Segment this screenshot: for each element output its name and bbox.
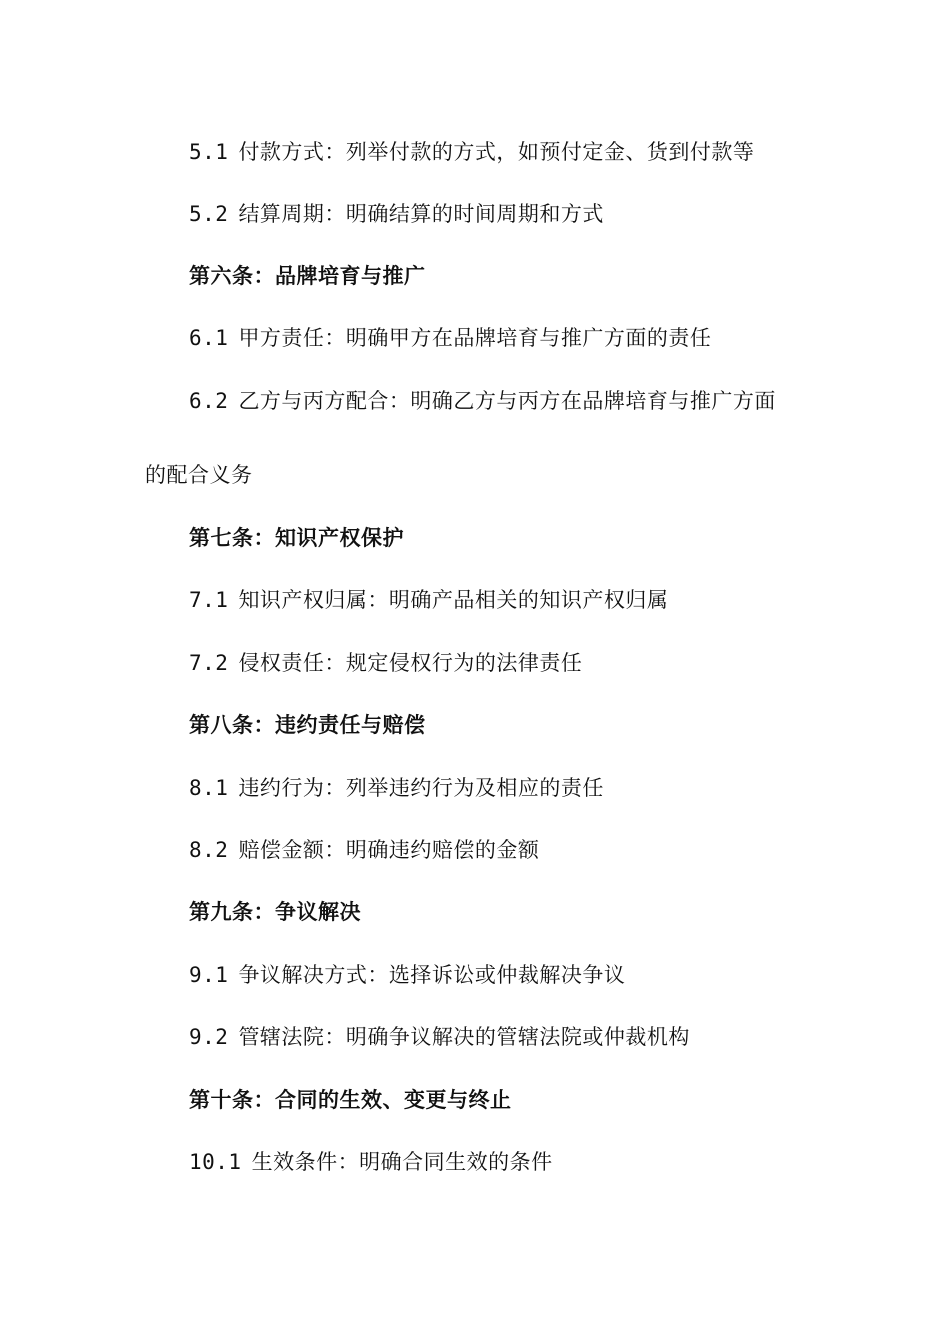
clause-number: 8.2 — [189, 838, 229, 862]
clause-number: 6.2 — [189, 389, 229, 413]
article-6-heading: 第六条：品牌培育与推广 — [189, 264, 426, 288]
clause-5-1 — [189, 137, 754, 167]
clause-text: 付款方式：列举付款的方式，如预付定金、货到付款等 — [238, 140, 755, 164]
clause-text: 乙方与丙方配合：明确乙方与丙方在品牌培育与推广方面 — [238, 389, 776, 413]
clause-text: 赔偿金额：明确违约赔偿的金额 — [238, 838, 540, 862]
clause-number: 7.2 — [189, 651, 229, 675]
clause-8-2 — [189, 835, 539, 865]
clause-number: 10.1 — [189, 1150, 242, 1174]
article-9-heading: 第九条：争议解决 — [189, 900, 361, 924]
clause-number: 9.2 — [189, 1025, 229, 1049]
clause-9-2 — [189, 1022, 690, 1052]
clause-number: 9.1 — [189, 963, 229, 987]
clause-6-2 — [189, 386, 776, 416]
clause-5-2 — [189, 199, 604, 229]
clause-number: 6.1 — [189, 326, 229, 350]
clause-text: 侵权责任：规定侵权行为的法律责任 — [238, 651, 583, 675]
clause-text: 结算周期：明确结算的时间周期和方式 — [238, 202, 604, 226]
clause-text: 甲方责任：明确甲方在品牌培育与推广方面的责任 — [238, 326, 712, 350]
clause-text: 争议解决方式：选择诉讼或仲裁解决争议 — [238, 963, 626, 987]
clause-number: 7.1 — [189, 588, 229, 612]
clause-7-1 — [189, 585, 668, 615]
clause-8-1 — [189, 773, 604, 803]
clause-number: 5.1 — [189, 140, 229, 164]
clause-6-2-continuation: 的配合义务 — [145, 463, 253, 487]
clause-number: 5.2 — [189, 202, 229, 226]
clause-number: 8.1 — [189, 776, 229, 800]
clause-text: 生效条件：明确合同生效的条件 — [251, 1150, 553, 1174]
article-8-heading: 第八条：违约责任与赔偿 — [189, 713, 426, 737]
clause-6-1 — [189, 323, 711, 353]
clause-10-1 — [189, 1147, 553, 1177]
article-7-heading: 第七条：知识产权保护 — [189, 526, 404, 550]
article-10-heading: 第十条：合同的生效、变更与终止 — [189, 1088, 512, 1112]
clause-7-2 — [189, 648, 582, 678]
clause-9-1 — [189, 960, 625, 990]
clause-text: 管辖法院：明确争议解决的管辖法院或仲裁机构 — [238, 1025, 690, 1049]
clause-text: 知识产权归属：明确产品相关的知识产权归属 — [238, 588, 669, 612]
clause-text: 违约行为：列举违约行为及相应的责任 — [238, 776, 604, 800]
